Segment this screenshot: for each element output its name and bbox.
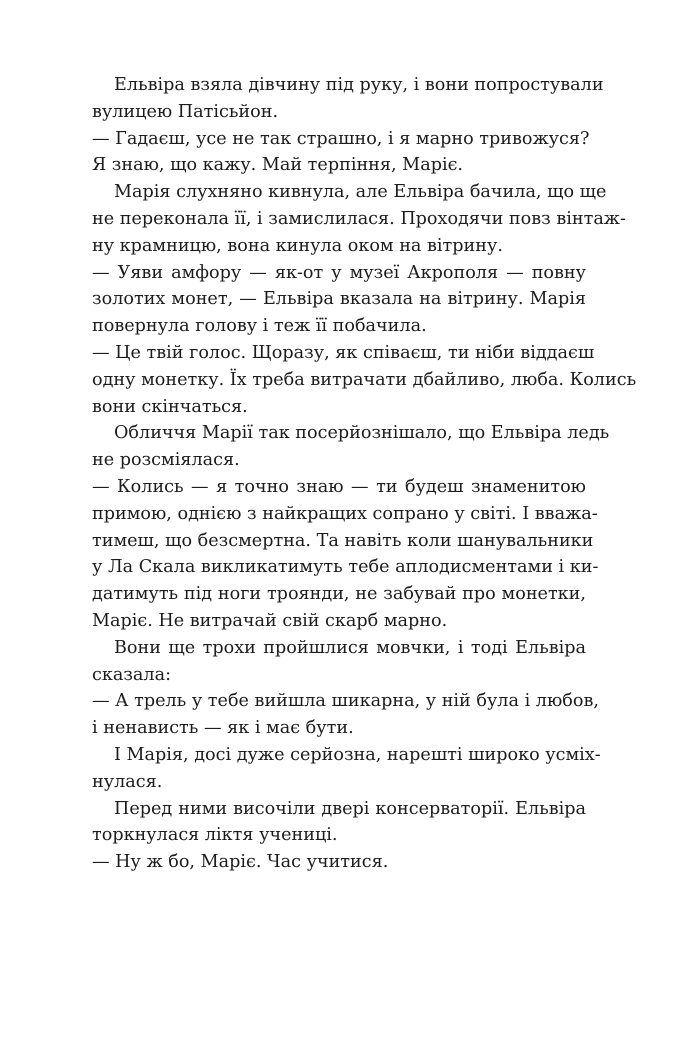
text-line: Вони ще трохи пройшлися мовчки, і тоді Ельвіра bbox=[114, 637, 586, 658]
text-line: ну крамницю, вона кинула оком на вітрину. bbox=[92, 235, 503, 256]
text-line: Марія слухняно кивнула, але Ельвіра бачила, що ще bbox=[114, 182, 607, 203]
text-line: — Гадаєш, усе не так страшно, і я марно тривожуся? bbox=[92, 128, 590, 149]
text-line: у Ла Скала викликатимуть тебе аплодисментами і ки- bbox=[92, 557, 599, 578]
text-line: датимуть під ноги троянди, не забувай про монетки, bbox=[92, 584, 586, 605]
text-line: — Ну ж бо, Маріє. Час учитися. bbox=[92, 852, 389, 873]
text-line: не розсміялася. bbox=[92, 450, 240, 471]
text-line: Ельвіра взяла дівчину під руку, і вони попростували bbox=[114, 75, 604, 95]
text-line: Я знаю, що кажу. Май терпіння, Маріє. bbox=[92, 155, 464, 176]
text-line: Маріє. Не витрачай свій скарб марно. bbox=[92, 610, 448, 631]
text-line: повернула голову і теж її побачила. bbox=[92, 316, 427, 337]
text-line: тимеш, що безсмертна. Та навіть коли шанувальники bbox=[92, 530, 594, 551]
text-line: вони скінчаться. bbox=[92, 396, 248, 417]
text-line: вулицею Патісьйон. bbox=[92, 101, 279, 122]
text-line: — Це твій голос. Щоразу, як співаєш, ти ніби віддаєш bbox=[92, 342, 595, 363]
body-text bbox=[92, 72, 637, 876]
text-line: — Колись — я точно знаю — ти будеш знаменитою bbox=[92, 476, 586, 497]
text-line: нулася. bbox=[92, 771, 163, 792]
text-line: торкнулася ліктя учениці. bbox=[92, 825, 338, 846]
text-line: — А трель у тебе вийшла шикарна, у ній була і любов, bbox=[92, 691, 599, 712]
text-line: Обличчя Марії так посерйознішало, що Ельвіра ледь bbox=[114, 423, 610, 444]
text-line: Перед ними височіли двері консерваторії. Ельвіра bbox=[114, 798, 586, 819]
text-line: примою, однією з найкращих сопрано у світі. І вважа- bbox=[92, 503, 598, 524]
text-line: сказала: bbox=[92, 664, 172, 685]
text-line: і ненависть — як і має бути. bbox=[92, 718, 354, 739]
text-line: не переконала її, і замислилася. Проходячи повз вінтаж- bbox=[92, 208, 626, 229]
text-line: золотих монет, — Ельвіра вказала на вітрину. Марія bbox=[92, 289, 586, 310]
text-line: І Марія, досі дуже серйозна, нарешті широко усміх- bbox=[114, 744, 601, 765]
text-line: одну монетку. Їх треба витрачати дбайливо, люба. Колись bbox=[92, 369, 637, 390]
text-line: — Уяви амфору — як-от у музеї Акрополя — повну bbox=[92, 262, 586, 283]
